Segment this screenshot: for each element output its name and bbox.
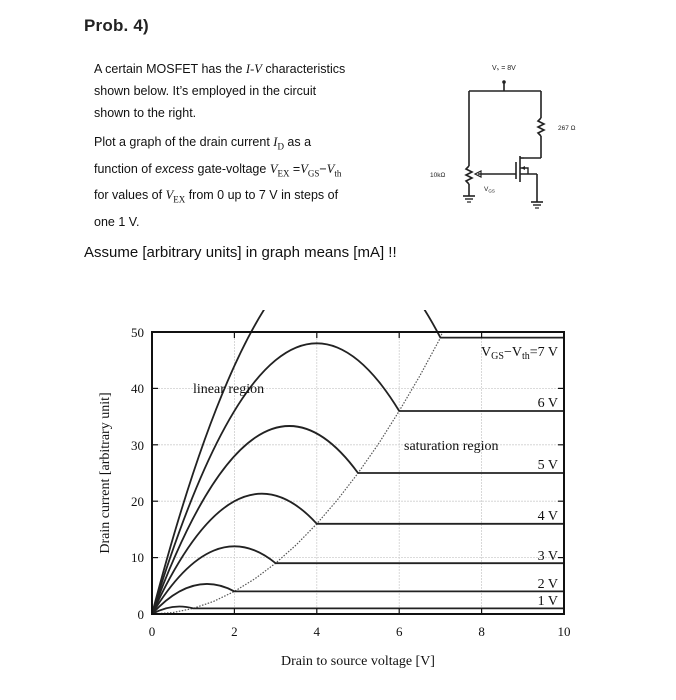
label-vex-3: 3 V xyxy=(537,549,558,564)
emphasis: excess xyxy=(155,161,195,176)
subscript: EX xyxy=(173,194,186,205)
curve-vex-4 xyxy=(152,494,564,614)
subscript: D xyxy=(277,141,284,152)
text: gate-voltage xyxy=(194,161,270,176)
problem-task xyxy=(94,131,414,233)
svg-text:0: 0 xyxy=(137,607,144,622)
curve-vex-3 xyxy=(152,546,564,614)
label-vex-4: 4 V xyxy=(537,509,558,524)
text: Plot a graph of the drain current xyxy=(94,135,274,149)
svg-text:40: 40 xyxy=(131,381,144,396)
label-vex-1: 1 V xyxy=(537,594,558,609)
svg-text:10: 10 xyxy=(131,550,144,565)
text: shown below. It’s employed in the circuit xyxy=(94,84,317,98)
svg-text:8: 8 xyxy=(478,624,485,639)
label-vex-6: 6 V xyxy=(537,396,558,411)
text: characteristics xyxy=(261,62,346,76)
text: = xyxy=(289,161,301,176)
svg-text:50: 50 xyxy=(131,325,144,340)
svg-text:30: 30 xyxy=(131,438,144,453)
svg-text:10: 10 xyxy=(557,624,571,639)
vex-symbol: V xyxy=(165,188,174,202)
text: − xyxy=(319,161,327,176)
text: A certain MOSFET has the xyxy=(94,62,246,76)
curve-vex-5 xyxy=(152,426,564,614)
label-vex-7: $V_{GS}-V_{th}=7$ V xyxy=(481,345,558,362)
svg-text:4: 4 xyxy=(313,624,321,639)
iv-characteristics-chart xyxy=(80,310,600,690)
label-vex-5: 5 V xyxy=(537,458,558,473)
problem-description xyxy=(94,58,414,124)
assumption-note: Assume [arbitrary units] in graph means [mA] !! xyxy=(84,244,397,261)
problem-title: Prob. 4) xyxy=(84,16,149,35)
text: shown to the right. xyxy=(94,106,197,120)
svg-text:6: 6 xyxy=(395,624,403,639)
vth-symbol: V xyxy=(326,161,335,176)
drain-resistor-icon xyxy=(538,118,544,136)
linear-region-label: linear region xyxy=(193,382,265,397)
text: one 1 V. xyxy=(94,214,140,229)
drain-resistor-label: 267 Ω xyxy=(558,125,576,132)
id-symbol: I xyxy=(273,135,278,149)
x-axis-label: Drain to source voltage [V] xyxy=(281,654,435,669)
curve-vex-1 xyxy=(152,606,564,614)
text: from 0 up to 7 V in steps of xyxy=(185,188,339,202)
pot-resistor-label: 10kΩ xyxy=(430,172,446,179)
ground-icon xyxy=(463,196,475,202)
mosfet-icon xyxy=(516,156,537,182)
curve-vex-2 xyxy=(152,584,564,614)
svg-text:0: 0 xyxy=(148,624,156,639)
text: function of xyxy=(94,161,156,176)
svg-text:20: 20 xyxy=(131,494,144,509)
subscript: GS xyxy=(307,168,320,178)
subscript: EX xyxy=(277,168,290,178)
curve-labels xyxy=(481,345,558,609)
text: for values of xyxy=(94,188,166,202)
y-axis-label: Drain current [arbitrary unit] xyxy=(98,392,113,554)
iv-symbol: I-V xyxy=(245,62,262,76)
potentiometer-icon xyxy=(466,166,472,184)
text: as a xyxy=(283,135,312,149)
circuit-diagram xyxy=(420,50,600,220)
vgs-symbol: V xyxy=(300,161,308,176)
vex-symbol: V xyxy=(269,161,278,176)
label-vex-2: 2 V xyxy=(537,577,558,592)
vgs-label: $V_{GS}$ xyxy=(484,186,495,194)
ground-icon xyxy=(531,202,543,208)
subscript: th xyxy=(334,168,342,178)
svg-text:2: 2 xyxy=(231,624,238,639)
saturation-region-label: saturation region xyxy=(404,439,499,454)
supply-label: Vₛ = 8V xyxy=(492,65,516,72)
